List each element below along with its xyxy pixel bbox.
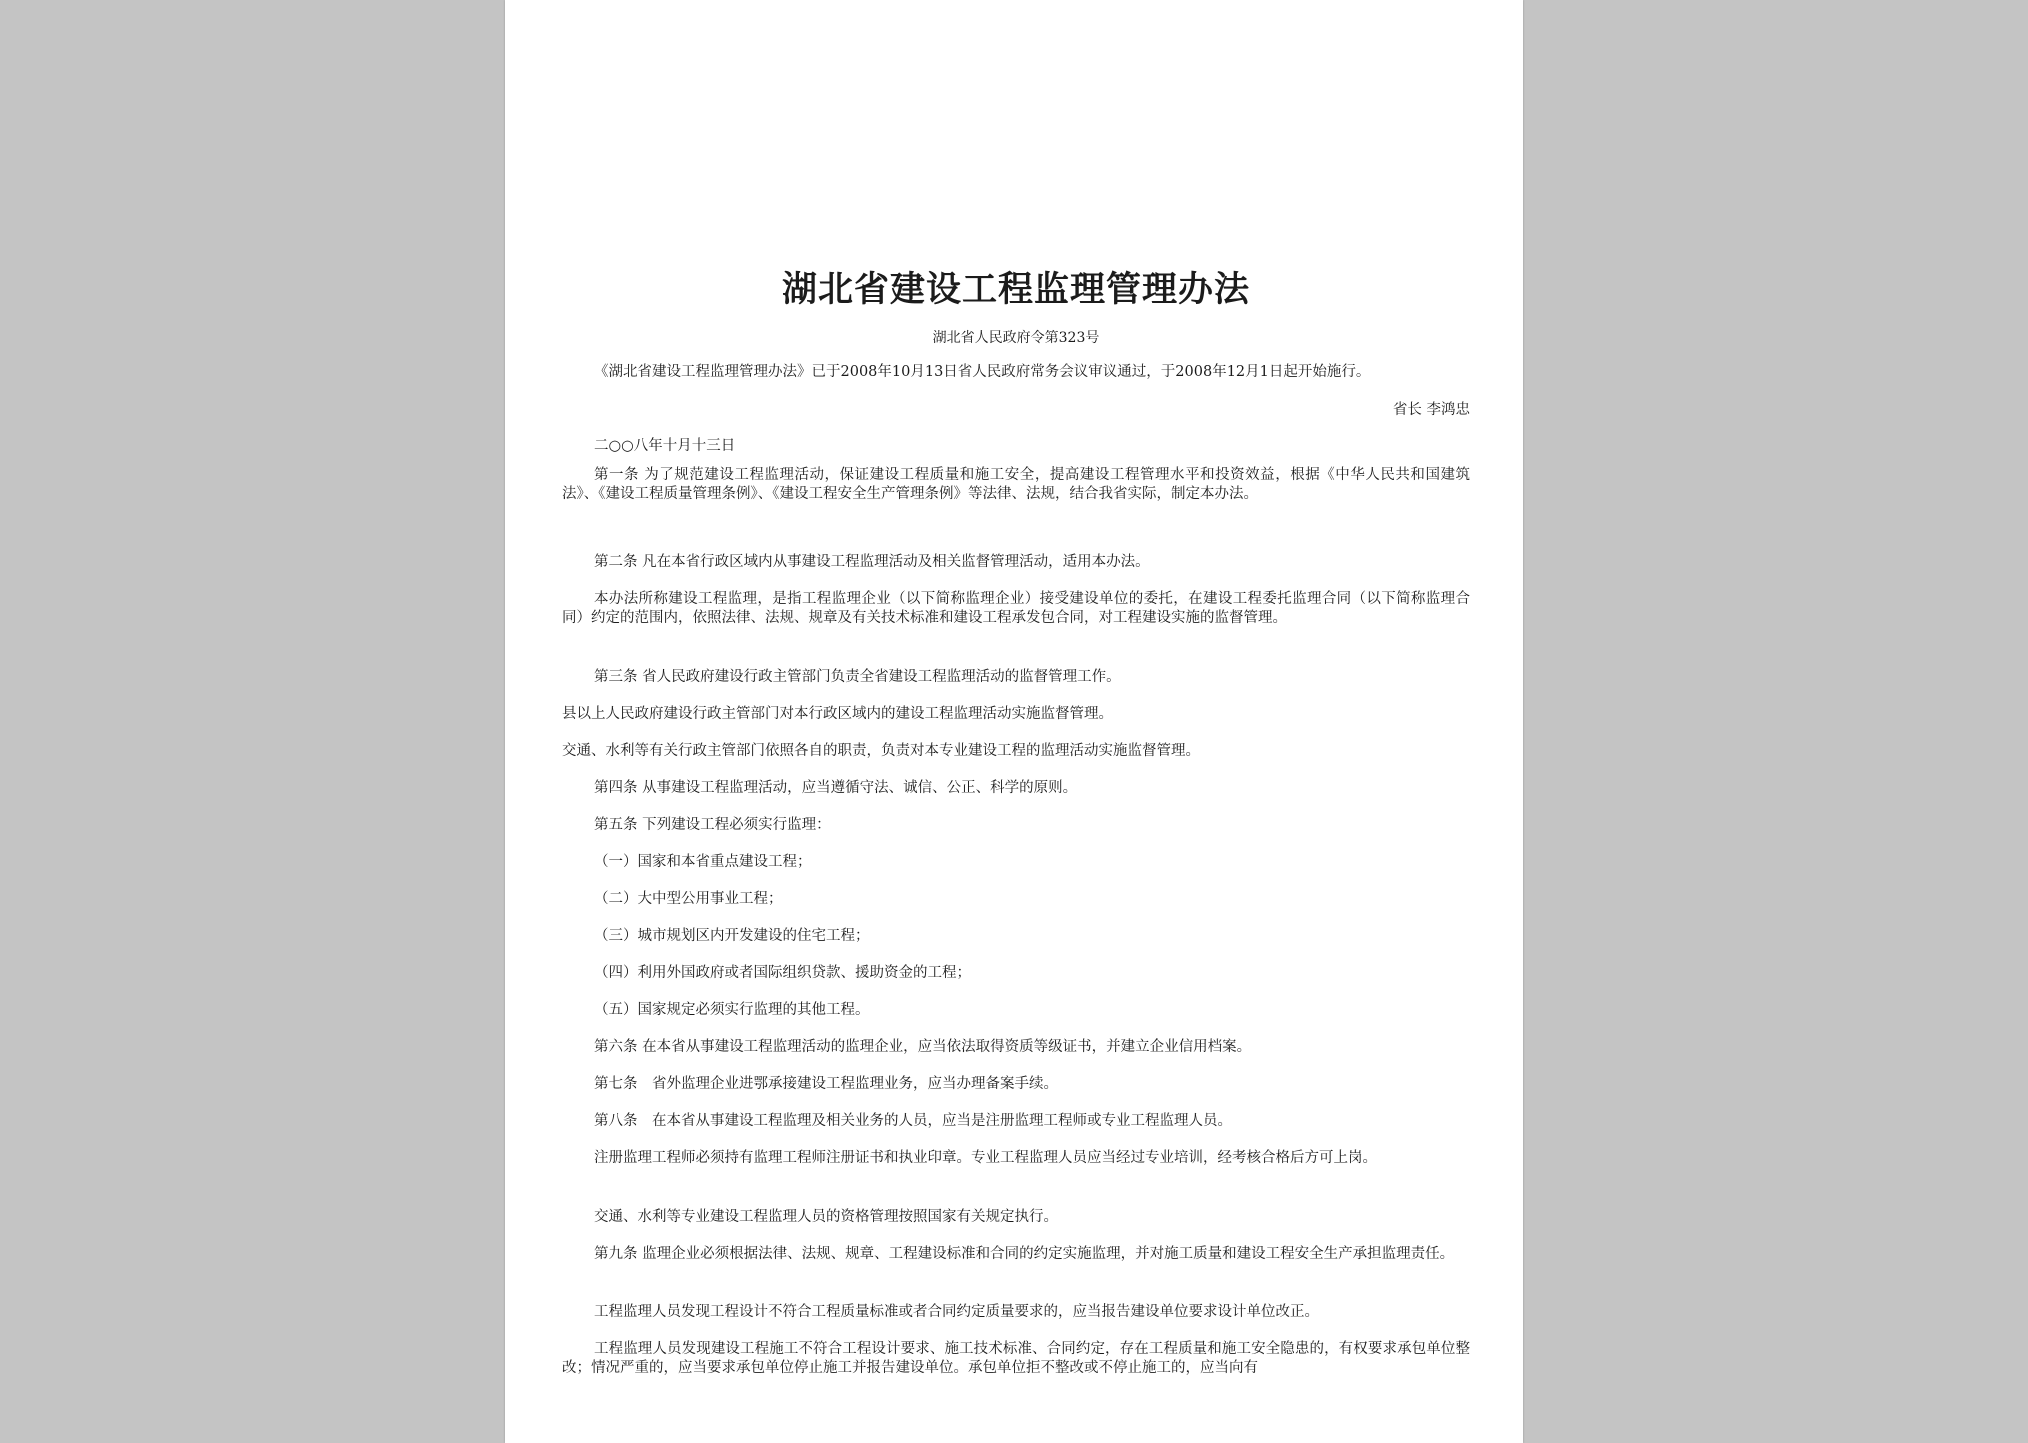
article-5-item-2: （二）大中型公用事业工程； bbox=[594, 891, 783, 907]
article-3-other-depts: 交通、水利等有关行政主管部门依照各自的职责，负责对本专业建设工程的监理活动实施监督管理。 bbox=[562, 743, 1200, 759]
article-2-definition: 本办法所称建设工程监理，是指工程监理企业（以下简称监理企业）接受建设单位的委托，在建设工程委托监理合同（以下简称监理合同）约定的范围内，依照法律、法规、规章及有关技术标准和建设工程承发包合同，对工程建设实施的监督管理。 bbox=[562, 591, 1470, 626]
article-5-item-1: （一）国家和本省重点建设工程； bbox=[594, 854, 812, 870]
document-page bbox=[505, 0, 1523, 1443]
article-5-item-5: （五）国家规定必须实行监理的其他工程。 bbox=[594, 1002, 870, 1018]
article-1: 第一条 为了规范建设工程监理活动，保证建设工程质量和施工安全，提高建设工程管理水平和投资效益，根据《中华人民共和国建筑法》、《建设工程质量管理条例》、《建设工程安全生产管理条例》等法律、法规，结合我省实际，制定本办法。 bbox=[562, 467, 1470, 502]
issue-date: 二○○八年十月十三日 bbox=[594, 438, 736, 454]
article-5: 第五条 下列建设工程必须实行监理： bbox=[594, 817, 831, 833]
article-4: 第四条 从事建设工程监理活动，应当遵循守法、诚信、公正、科学的原则。 bbox=[594, 780, 1078, 796]
article-8: 第八条 在本省从事建设工程监理及相关业务的人员，应当是注册监理工程师或专业工程监理人员。 bbox=[594, 1113, 1232, 1129]
article-6: 第六条 在本省从事建设工程监理活动的监理企业，应当依法取得资质等级证书，并建立企业信用档案。 bbox=[594, 1039, 1252, 1055]
article-8-other: 交通、水利等专业建设工程监理人员的资格管理按照国家有关规定执行。 bbox=[594, 1209, 1058, 1225]
decree-number: 湖北省人民政府令第323号 bbox=[932, 330, 1100, 346]
article-9: 第九条 监理企业必须根据法律、法规、规章、工程建设标准和合同的约定实施监理，并对施工质量和建设工程安全生产承担监理责任。 bbox=[594, 1246, 1455, 1262]
article-3: 第三条 省人民政府建设行政主管部门负责全省建设工程监理活动的监督管理工作。 bbox=[594, 669, 1121, 685]
intro-paragraph: 《湖北省建设工程监理管理办法》已于2008年10月13日省人民政府常务会议审议通过，于2008年12月1日起开始施行。 bbox=[594, 364, 1371, 380]
article-3-county: 县以上人民政府建设行政主管部门对本行政区域内的建设工程监理活动实施监督管理。 bbox=[562, 706, 1113, 722]
article-9-construction: 工程监理人员发现建设工程施工不符合工程设计要求、施工技术标准、合同约定，存在工程质量和施工安全隐患的，有权要求承包单位整改；情况严重的，应当要求承包单位停止施工并报告建设单位。承包单位拒不整改或不停止施工的，应当向有 bbox=[562, 1341, 1470, 1376]
article-7: 第七条 省外监理企业进鄂承接建设工程监理业务，应当办理备案手续。 bbox=[594, 1076, 1058, 1092]
article-5-item-3: （三）城市规划区内开发建设的住宅工程； bbox=[594, 928, 870, 944]
signature: 省长 李鸿忠 bbox=[1392, 402, 1470, 418]
article-9-design: 工程监理人员发现工程设计不符合工程质量标准或者合同约定质量要求的，应当报告建设单位要求设计单位改正。 bbox=[594, 1304, 1319, 1320]
article-2: 第二条 凡在本省行政区域内从事建设工程监理活动及相关监督管理活动，适用本办法。 bbox=[594, 554, 1150, 570]
document-title: 湖北省建设工程监理管理办法 bbox=[781, 269, 1250, 310]
article-5-item-4: （四）利用外国政府或者国际组织贷款、援助资金的工程； bbox=[594, 965, 971, 981]
article-8-registered: 注册监理工程师必须持有监理工程师注册证书和执业印章。专业工程监理人员应当经过专业培训，经考核合格后方可上岗。 bbox=[594, 1150, 1377, 1166]
